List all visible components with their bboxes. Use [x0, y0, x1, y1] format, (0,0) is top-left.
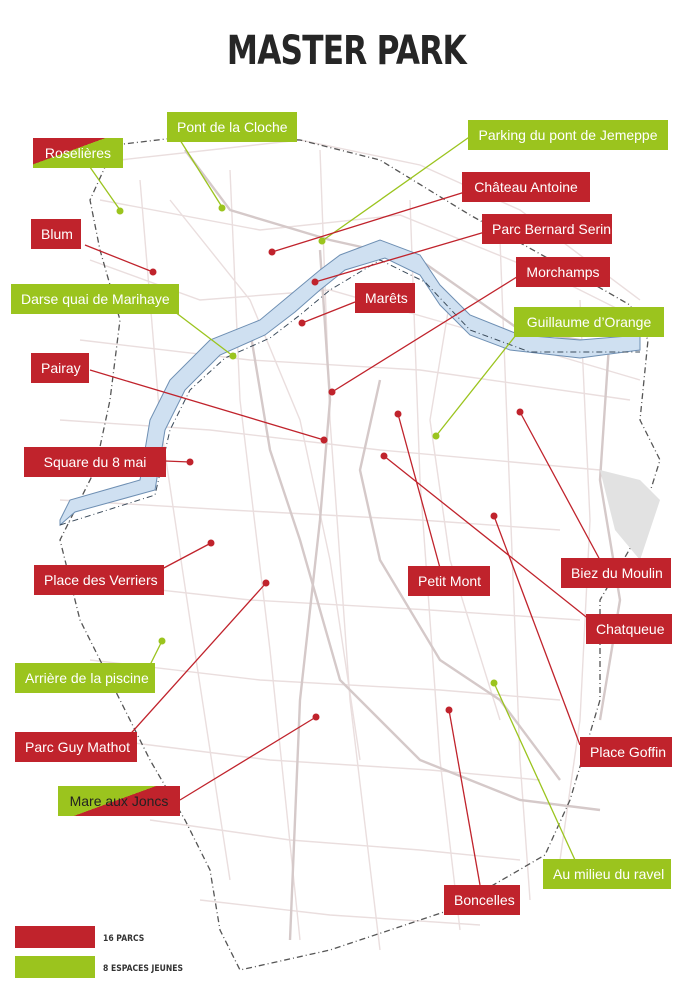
label-pont-de-la-cloche: Pont de la Cloche — [167, 112, 297, 142]
label-chateau-antoine: Château Antoine — [462, 172, 590, 202]
label-boncelles: Boncelles — [444, 885, 520, 915]
label-place-des-verriers: Place des Verriers — [34, 565, 164, 595]
label-marets: Marêts — [355, 283, 415, 313]
legend-label-parks: 16 PARCS — [103, 934, 145, 944]
legend-swatch-parks — [15, 926, 95, 948]
label-blum: Blum — [31, 219, 81, 249]
label-guillaume-orange: Guillaume d’Orange — [514, 307, 664, 337]
label-parc-bernard-serin: Parc Bernard Serin — [482, 214, 612, 244]
label-arriere-piscine: Arrière de la piscine — [15, 663, 155, 693]
label-pairay: Pairay — [31, 353, 89, 383]
label-au-milieu-du-ravel: Au milieu du ravel — [543, 859, 671, 889]
label-darse-quai-marihaye: Darse quai de Marihaye — [11, 284, 179, 314]
label-chatqueue: Chatqueue — [586, 614, 672, 644]
label-parking-pont-jemeppe: Parking du pont de Jemeppe — [468, 120, 668, 150]
label-square-8-mai: Square du 8 mai — [24, 447, 166, 477]
label-place-goffin: Place Goffin — [580, 737, 672, 767]
label-mare-aux-joncs: Mare aux Joncs — [58, 786, 180, 816]
legend-swatch-youth — [15, 956, 95, 978]
label-biez-du-moulin: Biez du Moulin — [561, 558, 671, 588]
legend-label-youth: 8 ESPACES JEUNES — [103, 964, 183, 974]
label-petit-mont: Petit Mont — [408, 566, 490, 596]
label-roselieres: Roselières — [33, 138, 123, 168]
label-parc-guy-mathot: Parc Guy Mathot — [15, 732, 137, 762]
label-morchamps: Morchamps — [516, 257, 610, 287]
page-title: MASTER PARK — [226, 28, 466, 74]
